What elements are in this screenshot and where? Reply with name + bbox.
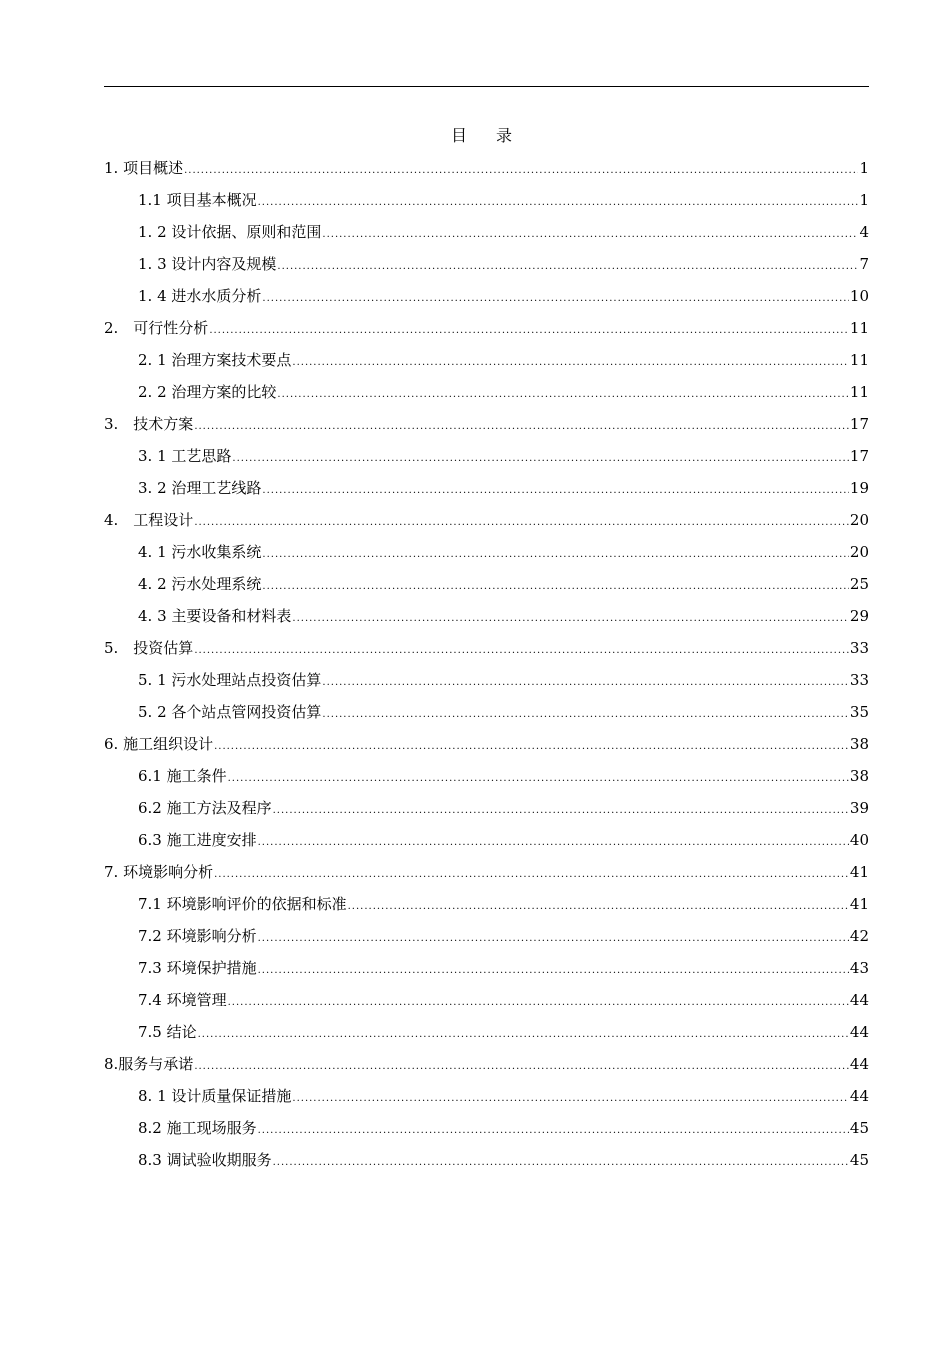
toc-dot-leader <box>292 607 849 631</box>
toc-entry-label: 4. 1 污水收集系统 <box>138 543 262 561</box>
toc-entry-label: 1.1 项目基本概况 <box>138 191 257 209</box>
toc-entry-page: 41 <box>849 863 869 881</box>
toc-dot-leader <box>228 767 849 791</box>
toc-entry-page: 41 <box>849 895 869 913</box>
toc-dot-leader <box>273 1151 849 1175</box>
toc-entry[interactable] <box>104 252 869 284</box>
toc-dot-leader <box>292 1087 849 1111</box>
toc-entry[interactable] <box>104 380 869 412</box>
toc-entry[interactable] <box>104 348 869 380</box>
toc-entry-page: 33 <box>849 671 869 689</box>
toc-entry-label: 5. 投资估算 <box>104 639 194 657</box>
toc-entry-page: 40 <box>849 831 869 849</box>
toc-entry-label: 6.3 施工进度安排 <box>138 831 257 849</box>
toc-entry-page: 42 <box>849 927 869 945</box>
toc-entry-label: 3. 技术方案 <box>104 415 194 433</box>
toc-entry-label: 5. 2 各个站点管网投资估算 <box>138 703 322 721</box>
toc-entry-label: 8.3 调试验收期服务 <box>138 1151 272 1169</box>
table-of-contents <box>104 156 869 1180</box>
toc-entry[interactable] <box>104 508 869 540</box>
toc-entry-label: 8.2 施工现场服务 <box>138 1119 257 1137</box>
toc-dot-leader <box>184 159 858 183</box>
toc-entry-label: 7.3 环境保护措施 <box>138 959 257 977</box>
toc-entry[interactable] <box>104 284 869 316</box>
toc-entry-page: 11 <box>849 351 869 369</box>
toc-dot-leader <box>194 639 849 663</box>
toc-entry-page: 7 <box>859 255 869 273</box>
toc-entry-label: 6.2 施工方法及程序 <box>138 799 272 817</box>
toc-dot-leader <box>214 735 849 759</box>
toc-entry[interactable] <box>104 412 869 444</box>
toc-entry[interactable] <box>104 1116 869 1148</box>
toc-entry[interactable] <box>104 764 869 796</box>
toc-entry-page: 44 <box>849 991 869 1009</box>
toc-entry-page: 38 <box>849 767 869 785</box>
toc-entry[interactable] <box>104 444 869 476</box>
toc-dot-leader <box>209 319 849 343</box>
toc-dot-leader <box>277 383 849 407</box>
toc-entry-page: 44 <box>849 1087 869 1105</box>
toc-dot-leader <box>258 927 849 951</box>
toc-entry-page: 39 <box>849 799 869 817</box>
toc-entry[interactable] <box>104 796 869 828</box>
toc-entry-label: 1. 4 进水水质分析 <box>138 287 262 305</box>
toc-entry[interactable] <box>104 188 869 220</box>
toc-entry-page: 10 <box>849 287 869 305</box>
toc-dot-leader <box>262 287 849 311</box>
toc-dot-leader <box>194 415 849 439</box>
toc-entry[interactable] <box>104 316 869 348</box>
toc-entry-page: 11 <box>849 383 869 401</box>
toc-entry-label: 1. 项目概述 <box>104 159 184 177</box>
toc-entry-label: 3. 1 工艺思路 <box>138 447 232 465</box>
toc-entry-label: 1. 3 设计内容及规模 <box>138 255 277 273</box>
toc-entry[interactable] <box>104 540 869 572</box>
header-rule <box>104 86 869 87</box>
toc-entry-label: 7.4 环境管理 <box>138 991 227 1009</box>
toc-dot-leader <box>348 895 849 919</box>
toc-entry-page: 45 <box>849 1119 869 1137</box>
toc-entry-page: 17 <box>849 447 869 465</box>
toc-entry-page: 20 <box>849 511 869 529</box>
toc-entry[interactable] <box>104 732 869 764</box>
toc-entry[interactable] <box>104 988 869 1020</box>
toc-entry-label: 7.5 结论 <box>138 1023 197 1041</box>
toc-entry-label: 4. 3 主要设备和材料表 <box>138 607 292 625</box>
toc-entry[interactable] <box>104 924 869 956</box>
toc-entry[interactable] <box>104 220 869 252</box>
toc-entry-page: 1 <box>859 159 869 177</box>
toc-entry[interactable] <box>104 860 869 892</box>
toc-entry-page: 33 <box>849 639 869 657</box>
toc-entry-label: 6. 施工组织设计 <box>104 735 214 753</box>
toc-entry-label: 2. 可行性分析 <box>104 319 209 337</box>
toc-entry-page: 4 <box>859 223 869 241</box>
toc-entry[interactable] <box>104 956 869 988</box>
toc-entry-page: 43 <box>849 959 869 977</box>
toc-entry-label: 4. 工程设计 <box>104 511 194 529</box>
toc-dot-leader <box>258 831 849 855</box>
toc-entry-page: 35 <box>849 703 869 721</box>
toc-entry[interactable] <box>104 828 869 860</box>
toc-entry[interactable] <box>104 604 869 636</box>
toc-entry-page: 44 <box>849 1023 869 1041</box>
toc-entry-page: 20 <box>849 543 869 561</box>
toc-dot-leader <box>228 991 849 1015</box>
toc-dot-leader <box>214 863 849 887</box>
toc-dot-leader <box>194 1055 849 1079</box>
toc-dot-leader <box>322 223 858 247</box>
toc-entry[interactable] <box>104 636 869 668</box>
toc-entry[interactable] <box>104 1084 869 1116</box>
toc-dot-leader <box>258 191 859 215</box>
toc-entry-page: 11 <box>849 319 869 337</box>
toc-dot-leader <box>198 1023 849 1047</box>
toc-dot-leader <box>232 447 849 471</box>
toc-dot-leader <box>262 479 849 503</box>
toc-entry-label: 4. 2 污水处理系统 <box>138 575 262 593</box>
toc-entry-page: 19 <box>849 479 869 497</box>
toc-dot-leader <box>322 703 849 727</box>
toc-entry-label: 8.服务与承诺 <box>104 1055 194 1073</box>
toc-entry[interactable] <box>104 892 869 924</box>
toc-entry[interactable] <box>104 1052 869 1084</box>
toc-entry-label: 6.1 施工条件 <box>138 767 227 785</box>
toc-entry-page: 38 <box>849 735 869 753</box>
toc-dot-leader <box>262 575 849 599</box>
toc-entry-page: 1 <box>859 191 869 209</box>
toc-entry-page: 45 <box>849 1151 869 1169</box>
toc-entry[interactable] <box>104 700 869 732</box>
toc-entry-label: 1. 2 设计依据、原则和范围 <box>138 223 322 241</box>
toc-dot-leader <box>262 543 849 567</box>
toc-entry[interactable] <box>104 1148 869 1180</box>
toc-entry-page: 29 <box>849 607 869 625</box>
toc-entry-label: 7.1 环境影响评价的依据和标准 <box>138 895 347 913</box>
toc-dot-leader <box>258 1119 849 1143</box>
toc-dot-leader <box>194 511 849 535</box>
toc-entry-page: 44 <box>849 1055 869 1073</box>
toc-entry-label: 7. 环境影响分析 <box>104 863 214 881</box>
toc-entry-label: 3. 2 治理工艺线路 <box>138 479 262 497</box>
toc-entry[interactable] <box>104 668 869 700</box>
toc-entry-label: 8. 1 设计质量保证措施 <box>138 1087 292 1105</box>
toc-entry-label: 2. 2 治理方案的比较 <box>138 383 277 401</box>
toc-entry[interactable] <box>104 476 869 508</box>
toc-dot-leader <box>258 959 849 983</box>
toc-entry-page: 25 <box>849 575 869 593</box>
toc-entry-label: 5. 1 污水处理站点投资估算 <box>138 671 322 689</box>
toc-entry[interactable] <box>104 1020 869 1052</box>
toc-entry[interactable] <box>104 572 869 604</box>
toc-entry-page: 17 <box>849 415 869 433</box>
toc-dot-leader <box>273 799 849 823</box>
toc-entry-label: 2. 1 治理方案技术要点 <box>138 351 292 369</box>
toc-entry[interactable] <box>104 156 869 188</box>
toc-dot-leader <box>277 255 858 279</box>
toc-dot-leader <box>292 351 849 375</box>
toc-title: 目 录 <box>450 126 525 145</box>
toc-dot-leader <box>322 671 849 695</box>
toc-entry-label: 7.2 环境影响分析 <box>138 927 257 945</box>
